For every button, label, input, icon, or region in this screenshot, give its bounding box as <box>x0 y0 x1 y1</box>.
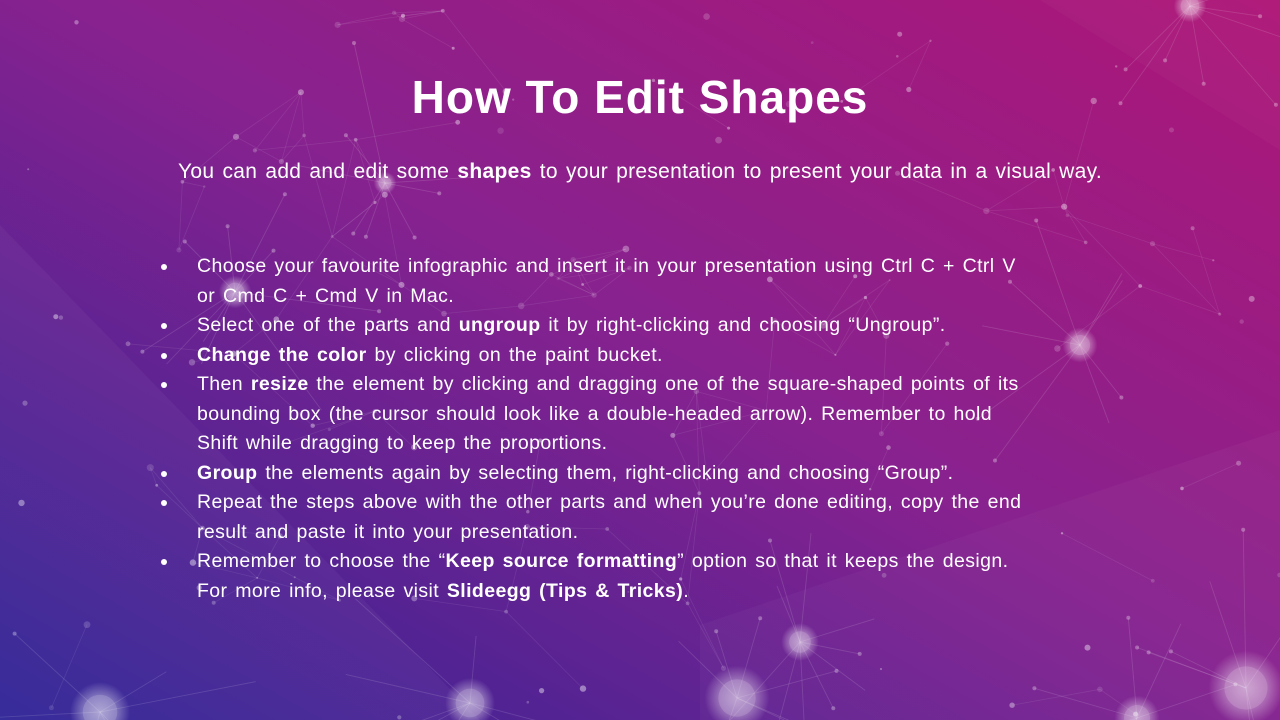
list-item: Group the elements again by selecting them, right-clicking and choosing “Group”. <box>160 459 1155 489</box>
list-item: Remember to choose the “Keep source formatting” option so that it keeps the design. For more info, please visit Slideegg (Tips & Tricks). <box>160 547 1155 606</box>
slide-subtitle: You can add and edit some shapes to your presentation to present your data in a visual way. <box>177 160 1103 183</box>
instructions-list <box>160 252 1155 606</box>
list-item: Select one of the parts and ungroup it by right-clicking and choosing “Ungroup”. <box>160 311 1155 341</box>
list-item: Then resize the element by clicking and dragging one of the square-shaped points of its bounding box (the cursor should look like a double-headed arrow). Remember to hold Shift while dragging to keep the proportions. <box>160 370 1155 459</box>
emphasis-text: Group <box>197 461 258 484</box>
emphasis-text: Change the color <box>197 343 367 366</box>
list-item: Repeat the steps above with the other parts and when you’re done editing, copy the end result and paste it into your presentation. <box>160 488 1155 547</box>
slide-title: How To Edit Shapes <box>411 71 869 123</box>
emphasis-text: Slideegg (Tips & Tricks) <box>446 579 684 602</box>
emphasis-text: shapes <box>457 160 532 183</box>
list-item: Choose your favourite infographic and insert it in your presentation using Ctrl C + Ctrl V or Cmd C + Cmd V in Mac. <box>160 252 1155 311</box>
emphasis-text: resize <box>250 373 309 395</box>
list-item: Change the color by clicking on the paint bucket. <box>160 341 1155 371</box>
emphasis-text: ungroup <box>458 314 541 336</box>
emphasis-text: Keep source formatting <box>445 550 678 572</box>
